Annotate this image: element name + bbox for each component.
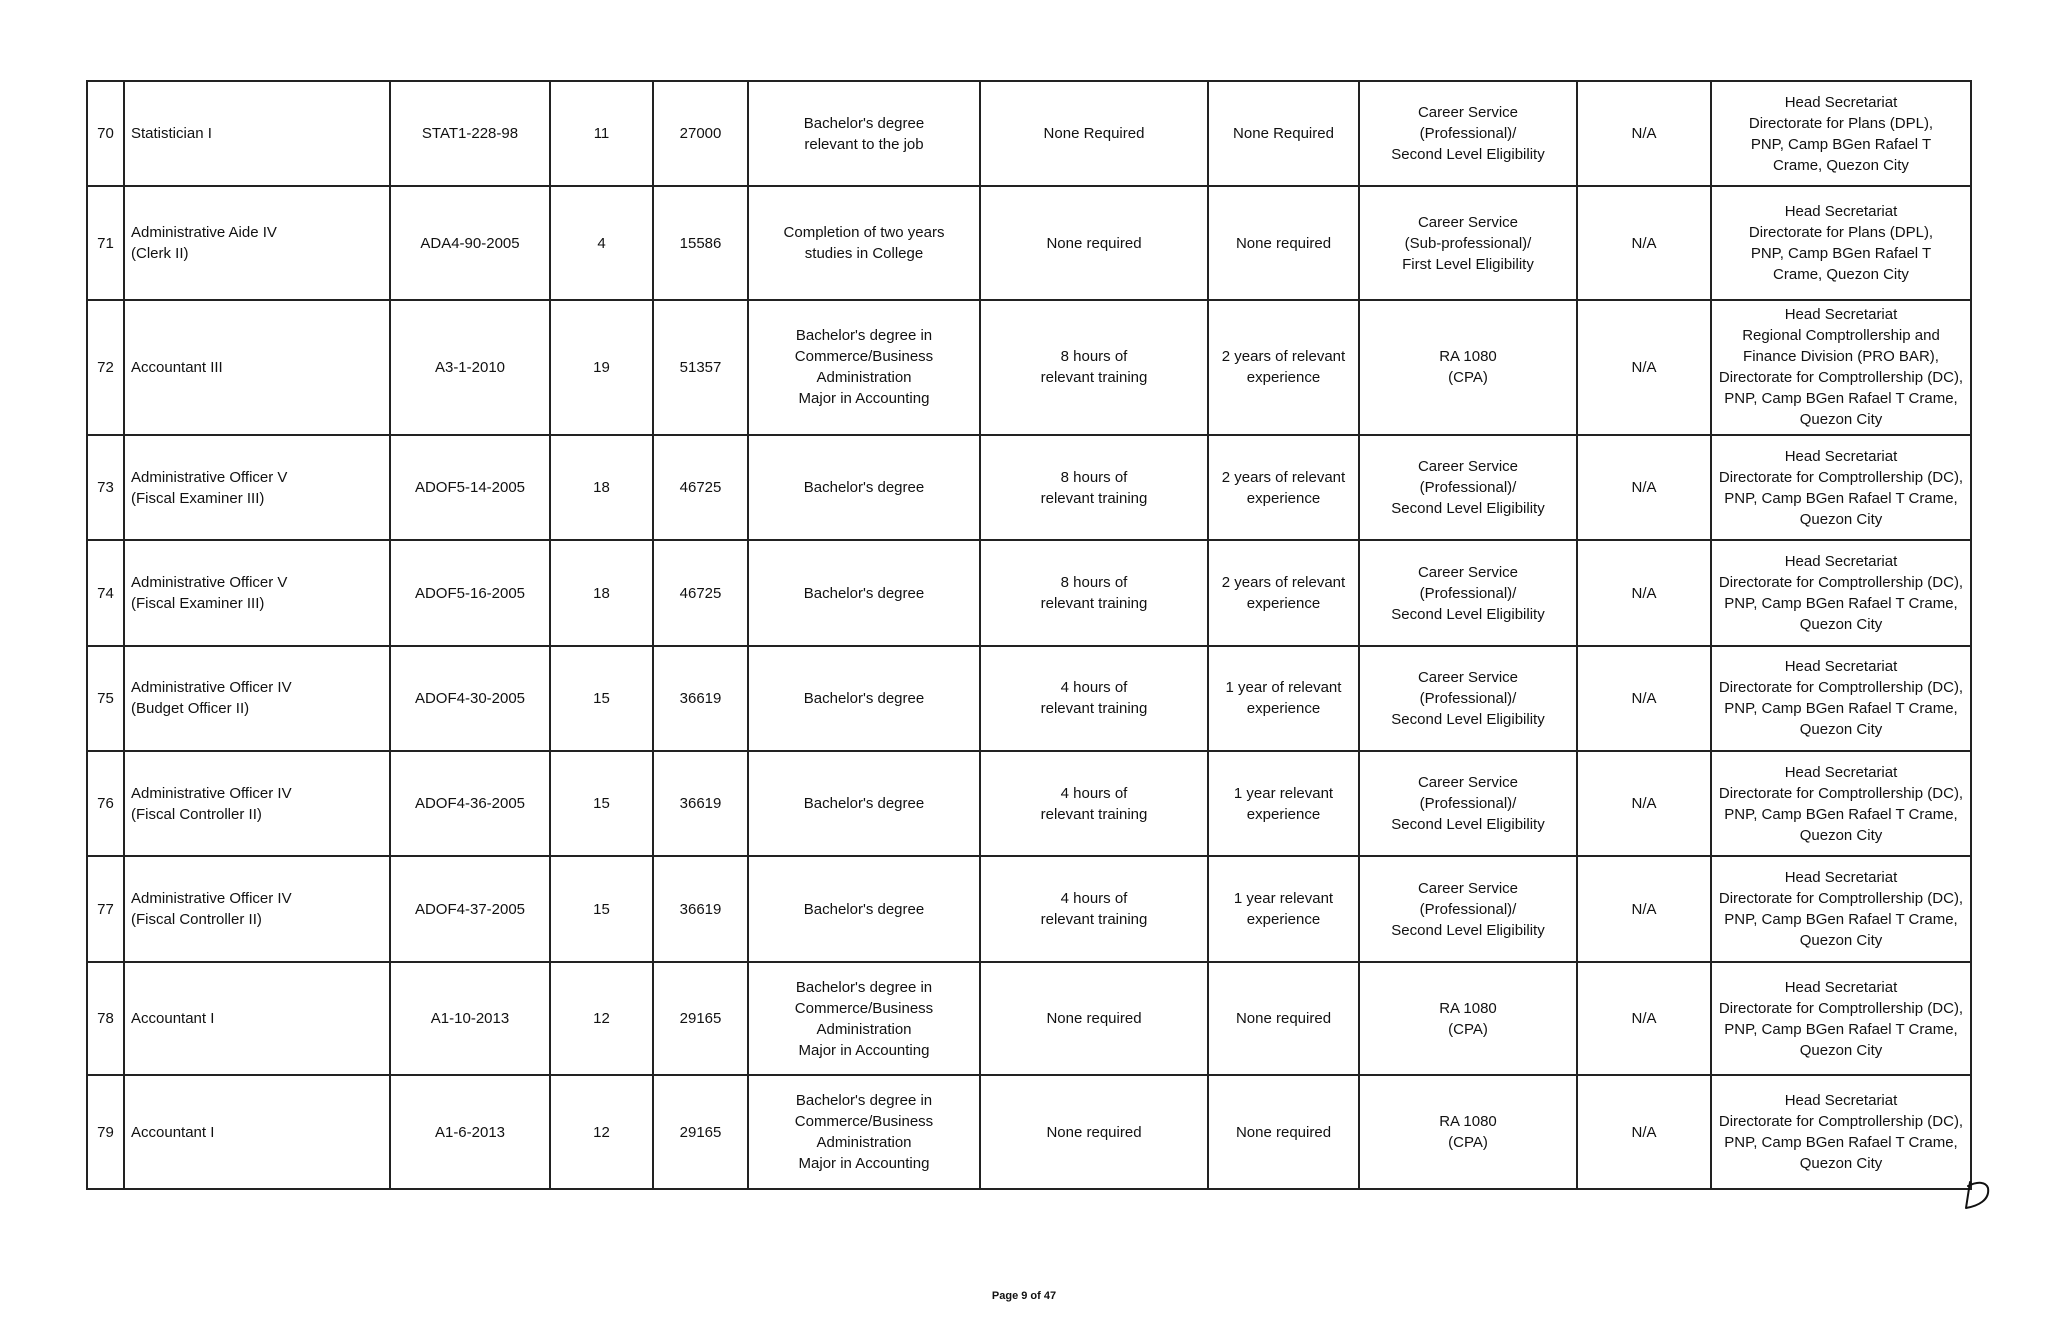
row-number: 78 [87, 962, 124, 1076]
place-of-assignment: Head Secretariat Directorate for Comptrollership (DC), PNP, Camp BGen Rafael T Crame, Quezon City [1711, 962, 1971, 1076]
experience-requirement: None required [1208, 186, 1359, 300]
training-requirement: 4 hours of relevant training [980, 856, 1208, 961]
experience-requirement: None required [1208, 962, 1359, 1076]
place-of-assignment: Head Secretariat Directorate for Plans (DPL), PNP, Camp BGen Rafael T Crame, Quezon City [1711, 81, 1971, 186]
education-requirement: Completion of two years studies in College [748, 186, 980, 300]
vacancy-table [86, 80, 1972, 1190]
competency: N/A [1577, 81, 1711, 186]
plantilla-item-number: ADOF5-16-2005 [390, 540, 550, 645]
monthly-salary: 46725 [653, 435, 748, 540]
competency: N/A [1577, 186, 1711, 300]
table-row [87, 1075, 1971, 1189]
experience-requirement: None required [1208, 1075, 1359, 1189]
plantilla-item-number: ADOF4-37-2005 [390, 856, 550, 961]
row-number: 77 [87, 856, 124, 961]
monthly-salary: 27000 [653, 81, 748, 186]
salary-grade: 12 [550, 1075, 653, 1189]
competency: N/A [1577, 856, 1711, 961]
place-of-assignment: Head Secretariat Directorate for Comptrollership (DC), PNP, Camp BGen Rafael T Crame, Quezon City [1711, 751, 1971, 856]
eligibility-requirement: Career Service (Professional)/ Second Level Eligibility [1359, 540, 1577, 645]
education-requirement: Bachelor's degree [748, 435, 980, 540]
training-requirement: None required [980, 186, 1208, 300]
monthly-salary: 36619 [653, 751, 748, 856]
eligibility-requirement: RA 1080 (CPA) [1359, 962, 1577, 1076]
experience-requirement: 2 years of relevant experience [1208, 300, 1359, 435]
row-number: 73 [87, 435, 124, 540]
monthly-salary: 29165 [653, 1075, 748, 1189]
salary-grade: 18 [550, 435, 653, 540]
position-title: Accountant III [124, 300, 390, 435]
plantilla-item-number: A1-6-2013 [390, 1075, 550, 1189]
experience-requirement: 2 years of relevant experience [1208, 540, 1359, 645]
eligibility-requirement: Career Service (Professional)/ Second Level Eligibility [1359, 646, 1577, 751]
eligibility-requirement: Career Service (Professional)/ Second Level Eligibility [1359, 856, 1577, 961]
position-title: Accountant I [124, 1075, 390, 1189]
education-requirement: Bachelor's degree relevant to the job [748, 81, 980, 186]
monthly-salary: 29165 [653, 962, 748, 1076]
training-requirement: None required [980, 1075, 1208, 1189]
monthly-salary: 51357 [653, 300, 748, 435]
salary-grade: 15 [550, 646, 653, 751]
table-row [87, 962, 1971, 1076]
plantilla-item-number: ADA4-90-2005 [390, 186, 550, 300]
training-requirement: 4 hours of relevant training [980, 646, 1208, 751]
table-row [87, 646, 1971, 751]
competency: N/A [1577, 540, 1711, 645]
position-title: Administrative Officer IV (Budget Officer II) [124, 646, 390, 751]
place-of-assignment: Head Secretariat Directorate for Comptrollership (DC), PNP, Camp BGen Rafael T Crame, Quezon City [1711, 540, 1971, 645]
competency: N/A [1577, 646, 1711, 751]
plantilla-item-number: A3-1-2010 [390, 300, 550, 435]
table-row [87, 435, 1971, 540]
row-number: 79 [87, 1075, 124, 1189]
eligibility-requirement: Career Service (Professional)/ Second Level Eligibility [1359, 435, 1577, 540]
place-of-assignment: Head Secretariat Directorate for Plans (DPL), PNP, Camp BGen Rafael T Crame, Quezon City [1711, 186, 1971, 300]
salary-grade: 15 [550, 856, 653, 961]
competency: N/A [1577, 300, 1711, 435]
position-title: Administrative Officer V (Fiscal Examiner III) [124, 435, 390, 540]
training-requirement: 8 hours of relevant training [980, 540, 1208, 645]
row-number: 75 [87, 646, 124, 751]
salary-grade: 11 [550, 81, 653, 186]
place-of-assignment: Head Secretariat Directorate for Comptrollership (DC), PNP, Camp BGen Rafael T Crame, Quezon City [1711, 646, 1971, 751]
table-row [87, 856, 1971, 961]
training-requirement: None required [980, 962, 1208, 1076]
eligibility-requirement: Career Service (Professional)/ Second Level Eligibility [1359, 751, 1577, 856]
education-requirement: Bachelor's degree in Commerce/Business Administration Major in Accounting [748, 300, 980, 435]
eligibility-requirement: Career Service (Professional)/ Second Level Eligibility [1359, 81, 1577, 186]
training-requirement: None Required [980, 81, 1208, 186]
education-requirement: Bachelor's degree [748, 751, 980, 856]
education-requirement: Bachelor's degree [748, 856, 980, 961]
education-requirement: Bachelor's degree in Commerce/Business Administration Major in Accounting [748, 1075, 980, 1189]
position-title: Administrative Officer IV (Fiscal Controller II) [124, 856, 390, 961]
training-requirement: 4 hours of relevant training [980, 751, 1208, 856]
plantilla-item-number: STAT1-228-98 [390, 81, 550, 186]
experience-requirement: 1 year relevant experience [1208, 751, 1359, 856]
experience-requirement: 1 year relevant experience [1208, 856, 1359, 961]
competency: N/A [1577, 1075, 1711, 1189]
table-row [87, 540, 1971, 645]
salary-grade: 18 [550, 540, 653, 645]
row-number: 74 [87, 540, 124, 645]
salary-grade: 12 [550, 962, 653, 1076]
signature-mark [1960, 1178, 1994, 1212]
position-title: Administrative Aide IV (Clerk II) [124, 186, 390, 300]
eligibility-requirement: RA 1080 (CPA) [1359, 1075, 1577, 1189]
plantilla-item-number: ADOF5-14-2005 [390, 435, 550, 540]
table-row [87, 81, 1971, 186]
position-title: Administrative Officer IV (Fiscal Controller II) [124, 751, 390, 856]
monthly-salary: 36619 [653, 856, 748, 961]
table-row [87, 300, 1971, 435]
position-title: Statistician I [124, 81, 390, 186]
competency: N/A [1577, 962, 1711, 1076]
monthly-salary: 46725 [653, 540, 748, 645]
plantilla-item-number: ADOF4-36-2005 [390, 751, 550, 856]
page-number: Page 9 of 47 [991, 1290, 1057, 1302]
training-requirement: 8 hours of relevant training [980, 435, 1208, 540]
table-row [87, 186, 1971, 300]
row-number: 71 [87, 186, 124, 300]
row-number: 70 [87, 81, 124, 186]
table-row [87, 751, 1971, 856]
place-of-assignment: Head Secretariat Directorate for Comptrollership (DC), PNP, Camp BGen Rafael T Crame, Quezon City [1711, 856, 1971, 961]
place-of-assignment: Head Secretariat Directorate for Comptrollership (DC), PNP, Camp BGen Rafael T Crame, Quezon City [1711, 1075, 1971, 1189]
position-title: Accountant I [124, 962, 390, 1076]
monthly-salary: 36619 [653, 646, 748, 751]
salary-grade: 19 [550, 300, 653, 435]
experience-requirement: None Required [1208, 81, 1359, 186]
plantilla-item-number: ADOF4-30-2005 [390, 646, 550, 751]
competency: N/A [1577, 751, 1711, 856]
education-requirement: Bachelor's degree [748, 646, 980, 751]
education-requirement: Bachelor's degree [748, 540, 980, 645]
position-title: Administrative Officer V (Fiscal Examiner III) [124, 540, 390, 645]
place-of-assignment: Head Secretariat Directorate for Comptrollership (DC), PNP, Camp BGen Rafael T Crame, Quezon City [1711, 435, 1971, 540]
experience-requirement: 1 year of relevant experience [1208, 646, 1359, 751]
row-number: 76 [87, 751, 124, 856]
eligibility-requirement: Career Service (Sub-professional)/ First Level Eligibility [1359, 186, 1577, 300]
salary-grade: 4 [550, 186, 653, 300]
competency: N/A [1577, 435, 1711, 540]
eligibility-requirement: RA 1080 (CPA) [1359, 300, 1577, 435]
monthly-salary: 15586 [653, 186, 748, 300]
education-requirement: Bachelor's degree in Commerce/Business Administration Major in Accounting [748, 962, 980, 1076]
place-of-assignment: Head Secretariat Regional Comptrollership and Finance Division (PRO BAR), Directorate for Comptrollership (DC), PNP, Camp BGen Rafael T Crame, Quezon City [1711, 300, 1971, 435]
salary-grade: 15 [550, 751, 653, 856]
experience-requirement: 2 years of relevant experience [1208, 435, 1359, 540]
row-number: 72 [87, 300, 124, 435]
training-requirement: 8 hours of relevant training [980, 300, 1208, 435]
plantilla-item-number: A1-10-2013 [390, 962, 550, 1076]
